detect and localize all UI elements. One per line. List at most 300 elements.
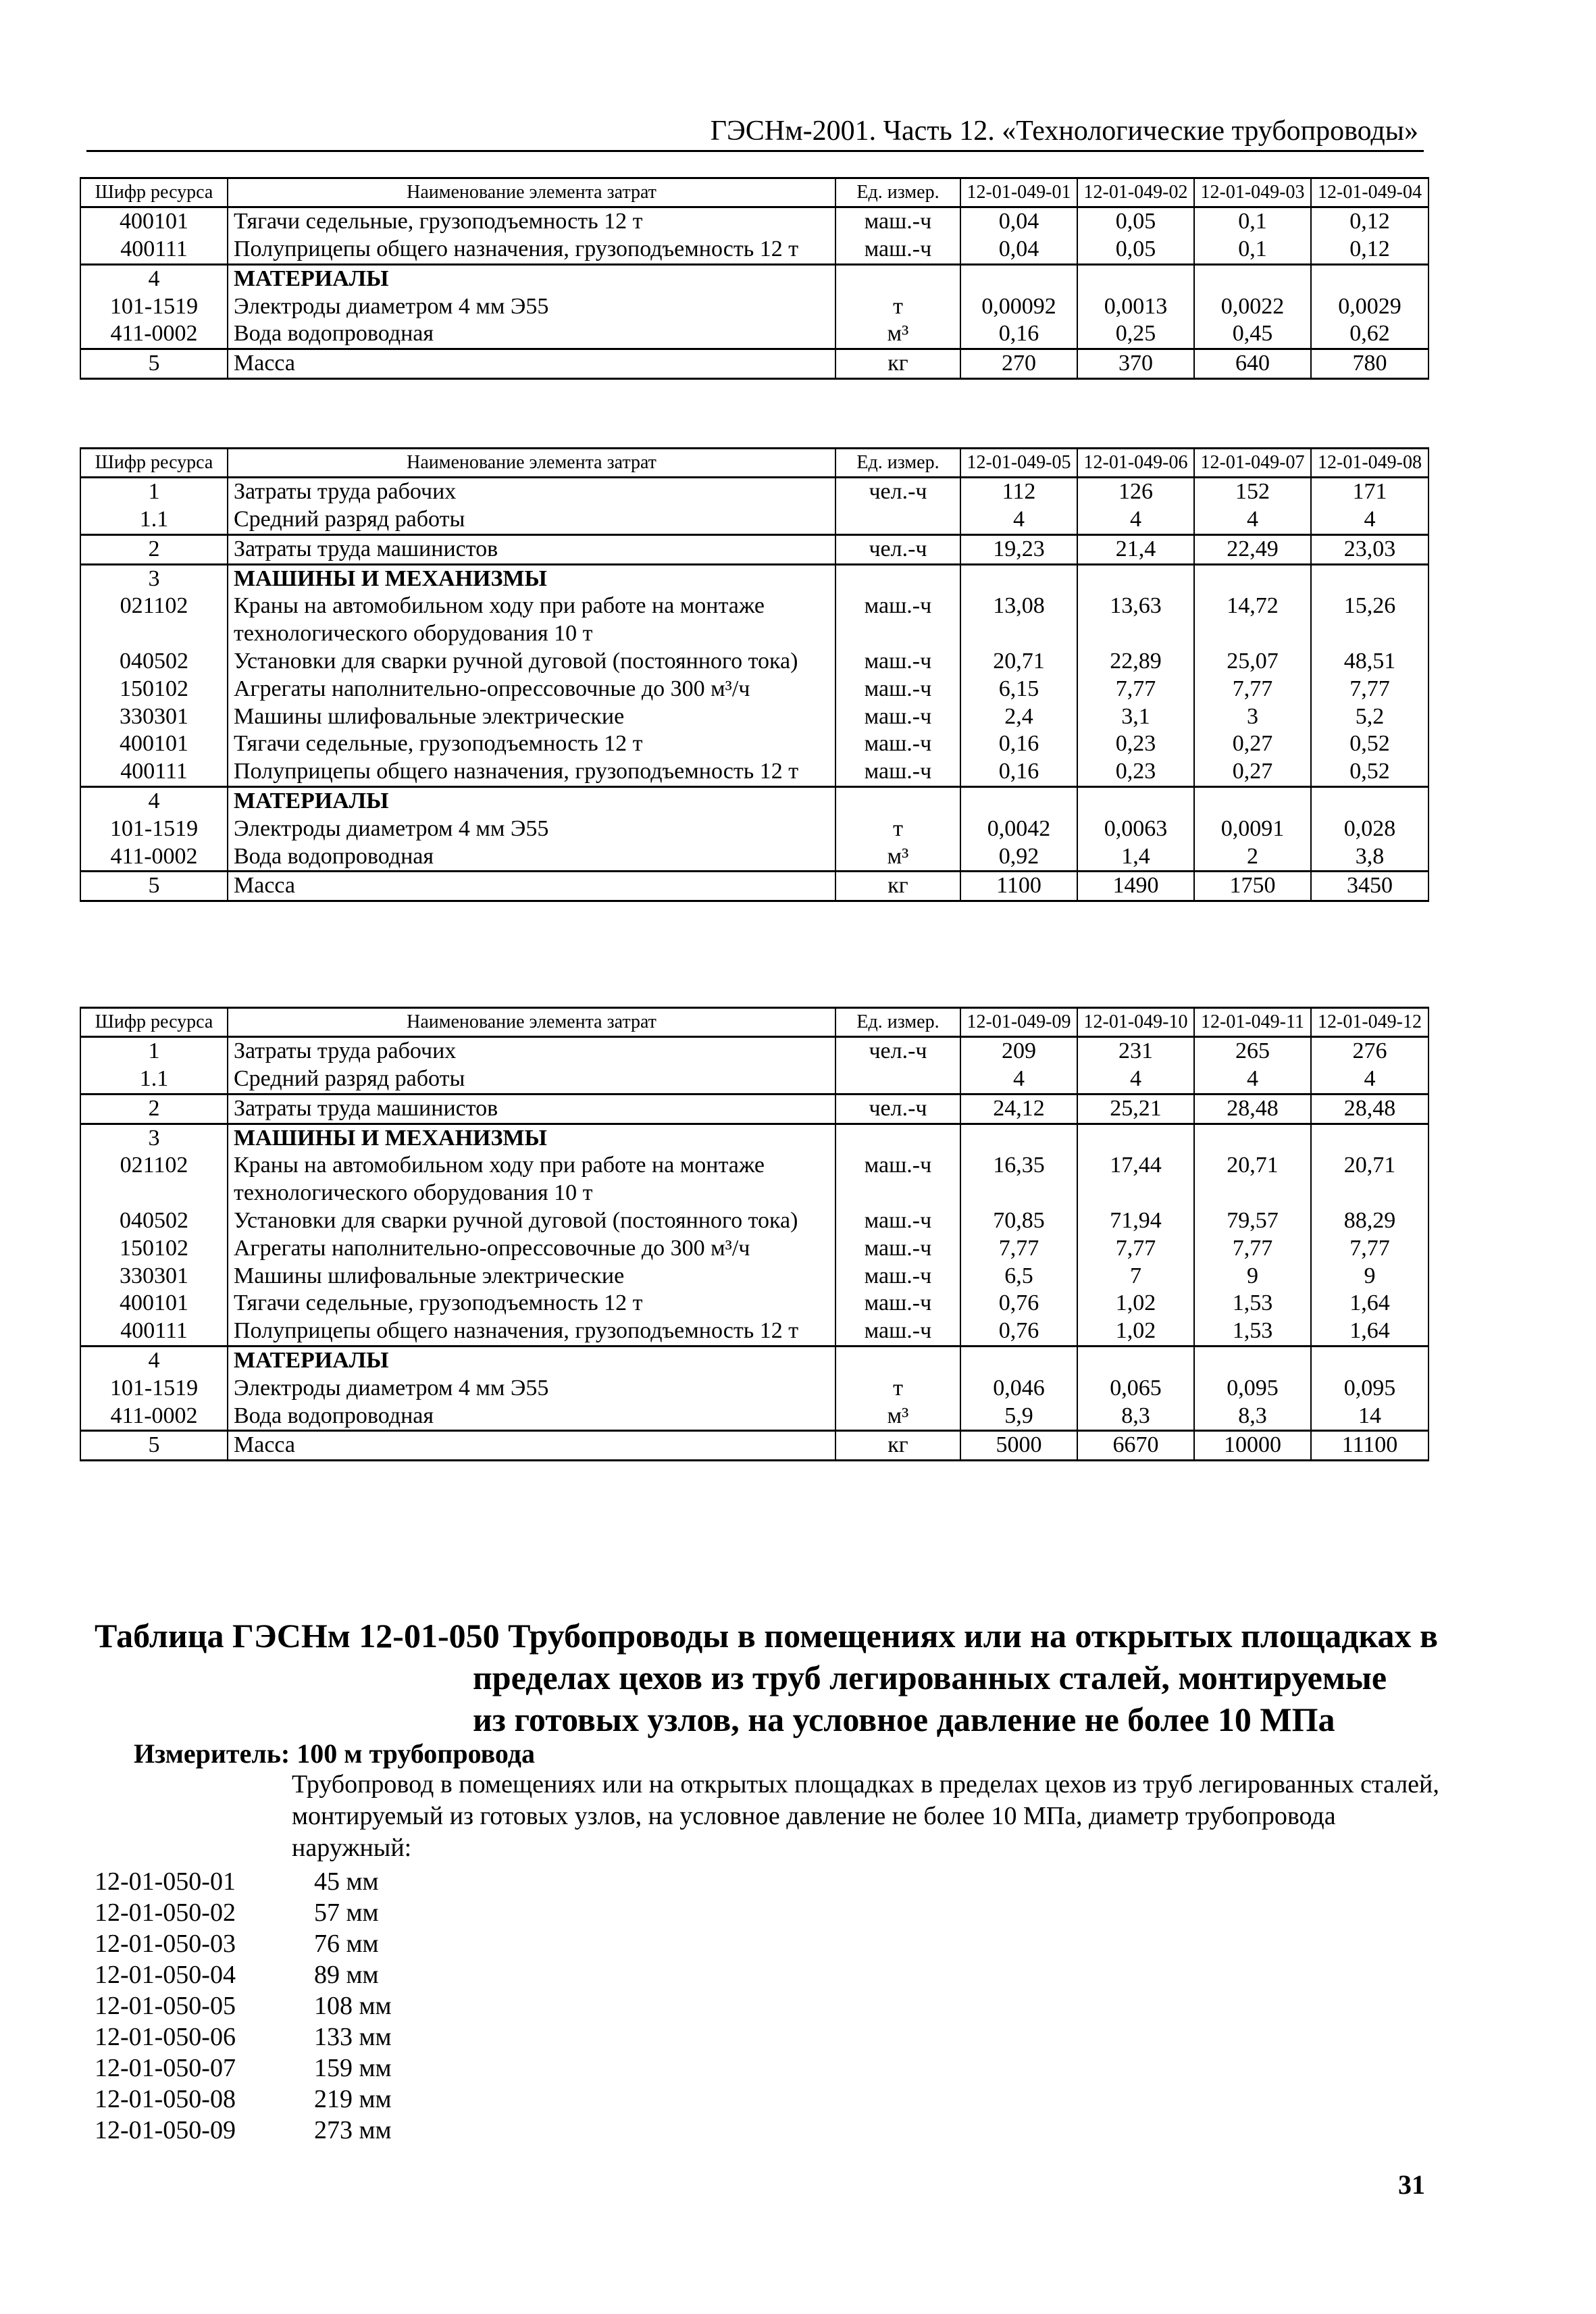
- resource-code: 411-0002: [80, 320, 228, 349]
- resource-value: 0,23: [1077, 758, 1194, 786]
- resource-value: 0,52: [1311, 730, 1428, 758]
- resource-code: 411-0002: [80, 1403, 228, 1431]
- item-diameter: 219 мм: [314, 2085, 392, 2113]
- resource-value: 0,12: [1311, 207, 1428, 236]
- table-row: [80, 1037, 1428, 1065]
- table-row: [80, 1124, 1428, 1152]
- resource-name: Тягачи седельные, грузоподъемность 12 т: [228, 207, 835, 236]
- table-row: [80, 1403, 1428, 1431]
- table-row: [80, 293, 1428, 321]
- table-heading-line-2: пределах цехов из труб легированных сталей, монтируемые: [473, 1659, 1387, 1696]
- item-diameter: 133 мм: [314, 2023, 392, 2051]
- resource-value: 0,046: [960, 1375, 1077, 1403]
- resource-unit: маш.-ч: [835, 703, 960, 731]
- resource-name: Машины шлифовальные электрические: [228, 703, 835, 731]
- resource-value: 88,29: [1311, 1207, 1428, 1235]
- resource-value: 6670: [1077, 1431, 1194, 1461]
- resource-value: 0,16: [960, 758, 1077, 786]
- code-list-item: [95, 1897, 392, 1928]
- table-row: [80, 564, 1428, 593]
- table-row: [80, 1317, 1428, 1346]
- resource-value: 126: [1077, 478, 1194, 506]
- resource-value: [1311, 786, 1428, 815]
- page-number: 31: [1398, 2169, 1425, 2200]
- resource-value: 0,095: [1311, 1375, 1428, 1403]
- table-row: [80, 264, 1428, 293]
- resource-value: [1194, 264, 1311, 293]
- resource-value: 0,16: [960, 320, 1077, 349]
- resource-value: 9: [1194, 1263, 1311, 1290]
- resource-unit: т: [835, 1375, 960, 1403]
- resource-value: 0,0013: [1077, 293, 1194, 321]
- resource-value: 209: [960, 1037, 1077, 1065]
- resource-value: 1490: [1077, 872, 1194, 901]
- resource-unit: чел.-ч: [835, 534, 960, 564]
- resource-value: 15,26: [1311, 593, 1428, 648]
- resource-value: 1100: [960, 872, 1077, 901]
- resource-value: 7,77: [1311, 676, 1428, 703]
- resource-unit: чел.-ч: [835, 1037, 960, 1065]
- resource-value: 7,77: [1194, 676, 1311, 703]
- resource-unit: [835, 1346, 960, 1374]
- resource-value: 0,0042: [960, 815, 1077, 843]
- code-list-item: [95, 2084, 392, 2115]
- resource-code: 4: [80, 264, 228, 293]
- resource-value: 16,35: [960, 1152, 1077, 1207]
- resource-value: 7: [1077, 1263, 1194, 1290]
- resource-unit: чел.-ч: [835, 478, 960, 506]
- resource-value: [1311, 1346, 1428, 1374]
- header-norm-code: 12-01-049-03: [1194, 178, 1311, 207]
- header-norm-code: 12-01-049-09: [960, 1008, 1077, 1037]
- resource-code: 400111: [80, 1317, 228, 1346]
- item-diameter: 57 мм: [314, 1898, 379, 1927]
- resource-value: 0,0063: [1077, 815, 1194, 843]
- resource-value: 7,77: [1077, 1235, 1194, 1263]
- table-row: [80, 1152, 1428, 1207]
- resource-value: 9: [1311, 1263, 1428, 1290]
- resource-value: 20,71: [960, 648, 1077, 676]
- resource-value: 13,08: [960, 593, 1077, 648]
- resource-value: 0,065: [1077, 1375, 1194, 1403]
- resource-value: 5,9: [960, 1403, 1077, 1431]
- table-row: [80, 1065, 1428, 1094]
- resource-value: 4: [1311, 1065, 1428, 1094]
- resource-unit: м³: [835, 320, 960, 349]
- header-norm-code: 12-01-049-07: [1194, 449, 1311, 478]
- resource-code: 5: [80, 1431, 228, 1461]
- resource-value: 79,57: [1194, 1207, 1311, 1235]
- resource-value: 4: [1077, 1065, 1194, 1094]
- resource-value: 14,72: [1194, 593, 1311, 648]
- resource-value: [1194, 786, 1311, 815]
- resource-value: 1750: [1194, 872, 1311, 901]
- resource-value: 3,8: [1311, 843, 1428, 872]
- resource-value: 0,05: [1077, 207, 1194, 236]
- resource-name: Краны на автомобильном ходу при работе на монтаже технологического оборудования 10 т: [228, 1152, 835, 1207]
- resource-unit: [835, 786, 960, 815]
- resource-value: 3: [1194, 703, 1311, 731]
- table-row: [80, 1094, 1428, 1124]
- item-code: 12-01-050-04: [95, 1961, 236, 1989]
- item-diameter: 76 мм: [314, 1930, 379, 1958]
- item-code: 12-01-050-06: [95, 2023, 236, 2051]
- resource-value: 4: [960, 506, 1077, 534]
- resource-value: 780: [1311, 349, 1428, 379]
- resource-unit: маш.-ч: [835, 676, 960, 703]
- resource-value: [1077, 1346, 1194, 1374]
- resource-value: 1,64: [1311, 1317, 1428, 1346]
- resource-name: МАТЕРИАЛЫ: [228, 786, 835, 815]
- header-name: Наименование элемента затрат: [228, 178, 835, 207]
- resource-name: Масса: [228, 1431, 835, 1461]
- resource-value: 1,53: [1194, 1317, 1311, 1346]
- item-code: 12-01-050-09: [95, 2116, 236, 2144]
- resource-code: 400101: [80, 1290, 228, 1317]
- table-heading: [95, 1615, 1445, 1740]
- resource-value: 370: [1077, 349, 1194, 379]
- resource-code: 150102: [80, 1235, 228, 1263]
- resource-code: 2: [80, 534, 228, 564]
- resource-value: 4: [960, 1065, 1077, 1094]
- resource-value: 22,89: [1077, 648, 1194, 676]
- resource-value: 70,85: [960, 1207, 1077, 1235]
- item-code: 12-01-050-08: [95, 2085, 236, 2113]
- resource-code: 4: [80, 786, 228, 815]
- resource-unit: [835, 1124, 960, 1152]
- resource-unit: маш.-ч: [835, 207, 960, 236]
- resource-name: МАШИНЫ И МЕХАНИЗМЫ: [228, 564, 835, 593]
- resource-value: 10000: [1194, 1431, 1311, 1461]
- resource-value: [1077, 264, 1194, 293]
- resource-value: 14: [1311, 1403, 1428, 1431]
- resource-value: 0,25: [1077, 320, 1194, 349]
- header-norm-code: 12-01-049-08: [1311, 449, 1428, 478]
- resource-name: Электроды диаметром 4 мм Э55: [228, 293, 835, 321]
- header-unit: Ед. измер.: [835, 178, 960, 207]
- resource-code: 150102: [80, 676, 228, 703]
- resource-code: 1: [80, 1037, 228, 1065]
- resource-value: 0,0091: [1194, 815, 1311, 843]
- resource-name: МАТЕРИАЛЫ: [228, 1346, 835, 1374]
- resource-name: Установки для сварки ручной дуговой (постоянного тока): [228, 648, 835, 676]
- header-unit: Ед. измер.: [835, 449, 960, 478]
- item-diameter: 89 мм: [314, 1961, 379, 1989]
- table-row: [80, 534, 1428, 564]
- resource-value: 71,94: [1077, 1207, 1194, 1235]
- resource-value: 0,76: [960, 1317, 1077, 1346]
- resource-value: [960, 786, 1077, 815]
- resource-unit: [835, 564, 960, 593]
- table-row: [80, 1235, 1428, 1263]
- resource-name: Вода водопроводная: [228, 1403, 835, 1431]
- resource-value: 0,095: [1194, 1375, 1311, 1403]
- resource-value: 231: [1077, 1037, 1194, 1065]
- resource-unit: м³: [835, 843, 960, 872]
- resource-value: 24,12: [960, 1094, 1077, 1124]
- table-row: [80, 1263, 1428, 1290]
- resource-unit: маш.-ч: [835, 1152, 960, 1207]
- resource-unit: кг: [835, 1431, 960, 1461]
- item-code: 12-01-050-05: [95, 1992, 236, 2020]
- item-diameter: 273 мм: [314, 2116, 392, 2144]
- resource-name: Тягачи седельные, грузоподъемность 12 т: [228, 1290, 835, 1317]
- resource-value: 171: [1311, 478, 1428, 506]
- resource-name: МАТЕРИАЛЫ: [228, 264, 835, 293]
- resource-value: [960, 564, 1077, 593]
- resource-name: Полуприцепы общего назначения, грузоподъемность 12 т: [228, 1317, 835, 1346]
- resource-value: 28,48: [1311, 1094, 1428, 1124]
- resource-code: 2: [80, 1094, 228, 1124]
- resource-value: [960, 1124, 1077, 1152]
- resource-unit: маш.-ч: [835, 1235, 960, 1263]
- resource-value: 21,4: [1077, 534, 1194, 564]
- resource-value: [1194, 564, 1311, 593]
- table-row: [80, 703, 1428, 731]
- resource-table-3: [80, 1007, 1429, 1461]
- resource-code: 1.1: [80, 506, 228, 534]
- resource-name: Затраты труда машинистов: [228, 534, 835, 564]
- resource-name: Вода водопроводная: [228, 843, 835, 872]
- resource-name: Масса: [228, 349, 835, 379]
- resource-value: 4: [1194, 1065, 1311, 1094]
- resource-value: 48,51: [1311, 648, 1428, 676]
- resource-code: 400101: [80, 207, 228, 236]
- resource-unit: маш.-ч: [835, 1263, 960, 1290]
- resource-unit: т: [835, 293, 960, 321]
- resource-unit: маш.-ч: [835, 236, 960, 264]
- item-code: 12-01-050-02: [95, 1898, 236, 1927]
- header-unit: Ед. измер.: [835, 1008, 960, 1037]
- resource-value: 7,77: [1077, 676, 1194, 703]
- resource-name: Масса: [228, 872, 835, 901]
- resource-value: 13,63: [1077, 593, 1194, 648]
- resource-name: Средний разряд работы: [228, 506, 835, 534]
- resource-code: 400111: [80, 758, 228, 786]
- resource-name: Краны на автомобильном ходу при работе на монтаже технологического оборудования 10 т: [228, 593, 835, 648]
- resource-unit: кг: [835, 872, 960, 901]
- resource-name: Машины шлифовальные электрические: [228, 1263, 835, 1290]
- resource-unit: кг: [835, 349, 960, 379]
- resource-value: 0,52: [1311, 758, 1428, 786]
- resource-unit: [835, 506, 960, 534]
- resource-code: 101-1519: [80, 815, 228, 843]
- resource-value: 0,76: [960, 1290, 1077, 1317]
- resource-name: МАШИНЫ И МЕХАНИЗМЫ: [228, 1124, 835, 1152]
- resource-value: [1077, 564, 1194, 593]
- item-code: 12-01-050-07: [95, 2054, 236, 2082]
- resource-code: 101-1519: [80, 1375, 228, 1403]
- resource-name: Затраты труда рабочих: [228, 1037, 835, 1065]
- header-name: Наименование элемента затрат: [228, 449, 835, 478]
- table-row: [80, 815, 1428, 843]
- resource-value: [960, 1346, 1077, 1374]
- resource-value: 0,05: [1077, 236, 1194, 264]
- resource-code: 5: [80, 349, 228, 379]
- resource-unit: маш.-ч: [835, 1207, 960, 1235]
- table-description: Трубопровод в помещениях или на открытых площадках в пределах цехов из труб легированных сталей, монтируемый из готовых узлов, на условное давление не более 10 МПа, диаметр трубопровода наружный:: [292, 1770, 1439, 1862]
- code-list-item: [95, 1990, 392, 2021]
- resource-value: 11100: [1311, 1431, 1428, 1461]
- table-row: [80, 236, 1428, 264]
- resource-unit: [835, 1065, 960, 1094]
- resource-unit: м³: [835, 1403, 960, 1431]
- resource-value: 270: [960, 349, 1077, 379]
- resource-code: 3: [80, 1124, 228, 1152]
- resource-code: 021102: [80, 593, 228, 648]
- resource-unit: чел.-ч: [835, 1094, 960, 1124]
- resource-value: [1077, 1124, 1194, 1152]
- resource-value: 2: [1194, 843, 1311, 872]
- table-row: [80, 872, 1428, 901]
- item-code-list: [95, 1866, 392, 2146]
- resource-unit: маш.-ч: [835, 1317, 960, 1346]
- resource-value: 0,23: [1077, 730, 1194, 758]
- header-norm-code: 12-01-049-05: [960, 449, 1077, 478]
- resource-code: 400111: [80, 236, 228, 264]
- resource-name: Электроды диаметром 4 мм Э55: [228, 1375, 835, 1403]
- table-heading-line-1: Таблица ГЭСНм 12-01-050 Трубопроводы в помещениях или на открытых площадках в: [95, 1617, 1439, 1655]
- resource-unit: [835, 264, 960, 293]
- resource-code: 021102: [80, 1152, 228, 1207]
- resource-code: 330301: [80, 703, 228, 731]
- header-norm-code: 12-01-049-02: [1077, 178, 1194, 207]
- resource-value: 640: [1194, 349, 1311, 379]
- resource-table-1: [80, 177, 1429, 380]
- resource-value: 0,12: [1311, 236, 1428, 264]
- code-list-item: [95, 2021, 392, 2053]
- table-row: [80, 758, 1428, 786]
- resource-value: [1311, 264, 1428, 293]
- page-header-title: ГЭСНм-2001. Часть 12. «Технологические трубопроводы»: [710, 116, 1418, 147]
- table-row: [80, 676, 1428, 703]
- resource-value: [1311, 564, 1428, 593]
- resource-value: 5000: [960, 1431, 1077, 1461]
- resource-unit: маш.-ч: [835, 1290, 960, 1317]
- resource-code: 040502: [80, 648, 228, 676]
- header-norm-code: 12-01-049-10: [1077, 1008, 1194, 1037]
- table-row: [80, 478, 1428, 506]
- resource-value: 0,0022: [1194, 293, 1311, 321]
- table-row: [80, 1375, 1428, 1403]
- resource-value: 0,00092: [960, 293, 1077, 321]
- resource-value: 22,49: [1194, 534, 1311, 564]
- resource-name: Агрегаты наполнительно-опрессовочные до 300 м³/ч: [228, 1235, 835, 1263]
- resource-value: 0,92: [960, 843, 1077, 872]
- code-list-item: [95, 2053, 392, 2084]
- resource-value: 5,2: [1311, 703, 1428, 731]
- resource-value: 20,71: [1194, 1152, 1311, 1207]
- resource-value: 1,02: [1077, 1317, 1194, 1346]
- resource-value: 4: [1077, 506, 1194, 534]
- header-code: Шифр ресурса: [80, 178, 228, 207]
- resource-value: 1,53: [1194, 1290, 1311, 1317]
- table-row: [80, 786, 1428, 815]
- resource-name: Затраты труда рабочих: [228, 478, 835, 506]
- resource-unit: т: [835, 815, 960, 843]
- resource-value: [1311, 1124, 1428, 1152]
- resource-value: 0,1: [1194, 236, 1311, 264]
- header-norm-code: 12-01-049-11: [1194, 1008, 1311, 1037]
- table-row: [80, 349, 1428, 379]
- table-row: [80, 1346, 1428, 1374]
- header-code: Шифр ресурса: [80, 1008, 228, 1037]
- resource-value: 0,27: [1194, 758, 1311, 786]
- resource-code: 040502: [80, 1207, 228, 1235]
- header-norm-code: 12-01-049-06: [1077, 449, 1194, 478]
- table-row: [80, 648, 1428, 676]
- resource-value: 4: [1311, 506, 1428, 534]
- resource-unit: маш.-ч: [835, 593, 960, 648]
- resource-value: 25,21: [1077, 1094, 1194, 1124]
- header-norm-code: 12-01-049-04: [1311, 178, 1428, 207]
- resource-value: 20,71: [1311, 1152, 1428, 1207]
- item-diameter: 159 мм: [314, 2054, 392, 2082]
- resource-value: 8,3: [1194, 1403, 1311, 1431]
- resource-value: 23,03: [1311, 534, 1428, 564]
- resource-code: 411-0002: [80, 843, 228, 872]
- resource-value: 0,45: [1194, 320, 1311, 349]
- resource-value: 3450: [1311, 872, 1428, 901]
- resource-value: 0,16: [960, 730, 1077, 758]
- resource-name: Агрегаты наполнительно-опрессовочные до 300 м³/ч: [228, 676, 835, 703]
- resource-value: 265: [1194, 1037, 1311, 1065]
- resource-value: 6,5: [960, 1263, 1077, 1290]
- header-rule: [86, 150, 1424, 152]
- resource-value: 7,77: [1311, 1235, 1428, 1263]
- resource-name: Полуприцепы общего назначения, грузоподъемность 12 т: [228, 236, 835, 264]
- resource-value: 112: [960, 478, 1077, 506]
- resource-value: 0,04: [960, 236, 1077, 264]
- resource-value: 276: [1311, 1037, 1428, 1065]
- resource-code: 1: [80, 478, 228, 506]
- resource-value: 0,62: [1311, 320, 1428, 349]
- resource-value: 7,77: [1194, 1235, 1311, 1263]
- resource-code: 400101: [80, 730, 228, 758]
- resource-code: 4: [80, 1346, 228, 1374]
- resource-name: Полуприцепы общего назначения, грузоподъемность 12 т: [228, 758, 835, 786]
- resource-value: 19,23: [960, 534, 1077, 564]
- resource-code: 5: [80, 872, 228, 901]
- resource-value: 152: [1194, 478, 1311, 506]
- resource-value: 2,4: [960, 703, 1077, 731]
- table-row: [80, 1431, 1428, 1461]
- resource-value: 0,1: [1194, 207, 1311, 236]
- resource-value: [1194, 1124, 1311, 1152]
- resource-value: 4: [1194, 506, 1311, 534]
- table-row: [80, 730, 1428, 758]
- resource-code: 1.1: [80, 1065, 228, 1094]
- table-row: [80, 506, 1428, 534]
- table-row: [80, 1290, 1428, 1317]
- resource-value: 8,3: [1077, 1403, 1194, 1431]
- header-name: Наименование элемента затрат: [228, 1008, 835, 1037]
- resource-value: [1077, 786, 1194, 815]
- item-diameter: 45 мм: [314, 1867, 379, 1896]
- resource-name: Средний разряд работы: [228, 1065, 835, 1094]
- table-heading-line-3: из готовых узлов, на условное давление не более 10 МПа: [473, 1701, 1335, 1738]
- item-code: 12-01-050-03: [95, 1930, 236, 1958]
- header-norm-code: 12-01-049-01: [960, 178, 1077, 207]
- resource-value: 7,77: [960, 1235, 1077, 1263]
- table-row: [80, 1207, 1428, 1235]
- resource-value: 28,48: [1194, 1094, 1311, 1124]
- resource-name: Тягачи седельные, грузоподъемность 12 т: [228, 730, 835, 758]
- resource-value: 3,1: [1077, 703, 1194, 731]
- header-code: Шифр ресурса: [80, 449, 228, 478]
- resource-name: Затраты труда машинистов: [228, 1094, 835, 1124]
- resource-unit: маш.-ч: [835, 730, 960, 758]
